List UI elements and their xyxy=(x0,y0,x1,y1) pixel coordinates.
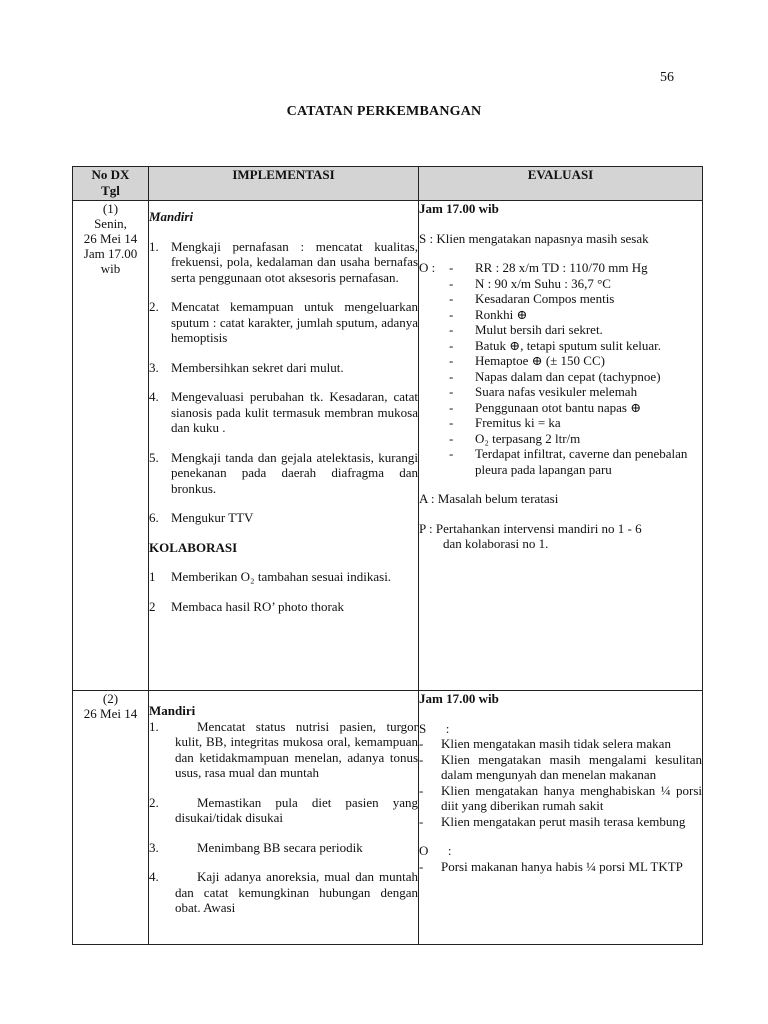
page-number: 56 xyxy=(660,70,674,85)
implementation-cell xyxy=(149,201,419,691)
list-item: - Hemaptoe ⊕ (± 150 CC) xyxy=(449,353,605,368)
list-item: - Klien mengatakan perut masih terasa kembung xyxy=(419,813,686,829)
list-item: - O₂ terpasang 2 ltr/m xyxy=(449,430,581,446)
eval-subjective: S : Klien mengatakan napasnya masih sesak xyxy=(419,230,649,246)
list-item: 2. Mencatat kemampuan untuk mengeluarkan sputum : catat karakter, jumlah sputum, adanya hemoptisis xyxy=(149,299,418,345)
dx-time: Jam 17.00 xyxy=(83,246,138,261)
kolaborasi-heading: KOLABORASI xyxy=(149,539,238,555)
list-item: - Porsi makanan hanya habis ¼ porsi ML TKTP xyxy=(419,858,683,874)
list-item: 1. Mencatat status nutrisi pasien, turgor kulit, BB, integritas mukosa oral, kemampuan dan ketidakmampuan menelan, adanya tonus usus, rasa mual dan muntah xyxy=(149,718,418,780)
mandiri-heading: Mandiri xyxy=(149,209,194,224)
list-item: 4. Kaji adanya anoreksia, mual dan muntah dan catat kemungkinan hubungan dengan obat. Awasi xyxy=(149,869,418,915)
list-item: O : - RR : 28 x/m TD : 110/70 mm Hg xyxy=(419,260,648,275)
list-item: - Ronkhi ⊕ xyxy=(449,306,528,322)
eval-subjective-label: S : xyxy=(419,720,450,736)
list-item: 2 Membaca hasil RO’ photo thorak xyxy=(149,598,345,614)
header-implementasi: IMPLEMENTASI xyxy=(149,167,419,201)
list-item: 1. Mengkaji pernafasan : mencatat kualitas, frekuensi, pola, kedalaman dan usaha bernafas serta penggunaan otot aksesoris pernafasan. xyxy=(149,238,418,285)
list-item: - Suara nafas vesikuler melemah xyxy=(449,384,638,399)
list-item: 3. Membersihkan sekret dari mulut. xyxy=(149,359,344,375)
list-item: - Fremitus ki = ka xyxy=(449,415,561,430)
list-item: - N : 90 x/m Suhu : 36,7 °C xyxy=(449,275,611,291)
list-item: - Batuk ⊕, tetapi sputum sulit keluar. xyxy=(449,337,662,353)
header-no-dx-tgl xyxy=(73,167,149,201)
list-item: 2. Memastikan pula diet pasien yang disukai/tidak disukai xyxy=(149,794,418,825)
list-item: - Klien mengatakan hanya menghabiskan ¼ porsi diit yang diberikan rumah sakit xyxy=(419,782,702,813)
evaluation-cell xyxy=(419,691,703,945)
list-item: 6. Mengukur TTV xyxy=(149,510,254,525)
list-item: 5. Mengkaji tanda dan gejala atelektasis, kurangi penekanan pada daerah diafragma dan bronkus. xyxy=(149,449,418,496)
dx-time-unit: wib xyxy=(100,261,121,276)
list-item: 4. Mengevaluasi perubahan tk. Kesadaran, catat sianosis pada kulit termasuk membran mukosa dan kuku . xyxy=(149,389,418,435)
implementation-cell xyxy=(149,691,419,945)
eval-objective-label: O : xyxy=(419,843,452,858)
progress-notes-table xyxy=(72,166,703,945)
list-item: - Penggunaan otot bantu napas ⊕ xyxy=(449,399,642,415)
eval-assessment: A : Masalah belum teratasi xyxy=(419,491,559,506)
eval-plan-cont: dan kolaborasi no 1. xyxy=(443,536,549,551)
header-tgl: Tgl xyxy=(101,183,120,198)
list-item: - Mulut bersih dari sekret. xyxy=(449,322,603,337)
eval-time: Jam 17.00 wib xyxy=(419,201,499,216)
table-header-row xyxy=(73,167,703,201)
dx-date: 26 Mei 14 xyxy=(83,706,138,721)
header-evaluasi: EVALUASI xyxy=(419,167,703,201)
mandiri-heading: Mandiri xyxy=(149,703,196,718)
list-item: - Kesadaran Compos mentis xyxy=(449,291,615,306)
document-title: CATATAN PERKEMBANGAN xyxy=(286,104,482,119)
table-row xyxy=(73,691,703,945)
list-item: - Klien mengatakan masih tidak selera makan xyxy=(419,736,671,751)
dx-number: (2) xyxy=(102,691,119,706)
header-no-dx: No DX xyxy=(91,167,130,182)
table-row xyxy=(73,201,703,691)
eval-plan: P : Pertahankan intervensi mandiri no 1 - 6 xyxy=(419,520,642,536)
dx-day: Senin, xyxy=(94,216,127,231)
dx-date-cell xyxy=(73,691,149,945)
list-item: - Klien mengatakan masih mengalami kesulitan dalam mengunyah dan menelan makanan xyxy=(419,751,702,782)
list-item: - Napas dalam dan cepat (tachypnoe) xyxy=(449,368,661,384)
dx-number: (1) xyxy=(102,201,119,216)
dx-date-cell xyxy=(73,201,149,691)
evaluation-cell xyxy=(419,201,703,691)
eval-objective-list xyxy=(419,260,702,477)
list-item: 3. Menimbang BB secara periodik xyxy=(149,839,363,855)
list-item: - Terdapat infiltrat, caverne dan penebalan pleura pada lapangan paru xyxy=(449,446,688,477)
dx-date: 26 Mei 14 xyxy=(83,231,138,246)
eval-time: Jam 17.00 wib xyxy=(419,691,499,706)
list-item: 1 Memberikan O₂ tambahan sesuai indikasi. xyxy=(149,569,392,584)
